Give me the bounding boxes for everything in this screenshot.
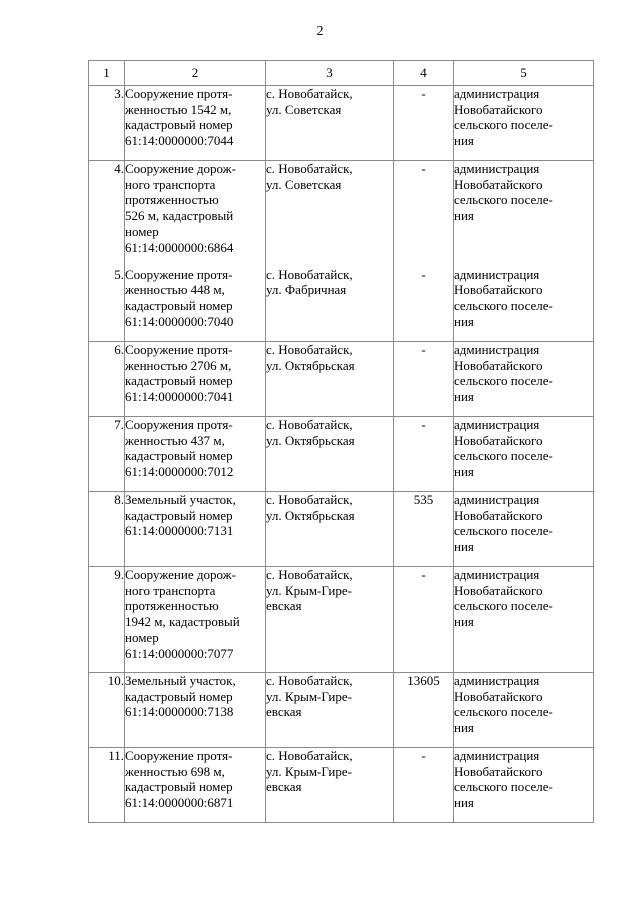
object-description: Сооружения протя- женностью 437 м, кадастровый номер 61:14:0000000:7012 <box>125 417 266 492</box>
row-number: 11. <box>89 748 125 823</box>
object-description: Сооружение протя- женностью 2706 м, кадастровый номер 61:14:0000000:7041 <box>125 342 266 417</box>
row-number: 3. <box>89 86 125 161</box>
rights-holder: администрация Новобатайского сельского поселе- ния <box>454 748 594 823</box>
object-area: - <box>394 748 454 823</box>
object-area: 13605 <box>394 673 454 748</box>
object-description: Сооружение дорож- ного транспорта протяженностью 1942 м, кадастровый номер 61:14:0000000:7077 <box>125 567 266 673</box>
object-area: - <box>394 267 454 342</box>
table-header-row <box>89 61 594 86</box>
table-row <box>89 673 594 748</box>
row-number: 5. <box>89 267 125 342</box>
object-address: с. Новобатайск, ул. Крым-Гире- евская <box>266 567 394 673</box>
object-address: с. Новобатайск, ул. Октябрьская <box>266 492 394 567</box>
rights-holder: администрация Новобатайского сельского поселе- ния <box>454 86 594 161</box>
object-address: с. Новобатайск, ул. Фабричная <box>266 267 394 342</box>
object-description: Сооружение протя- женностью 698 м, кадастровый номер 61:14:0000000:6871 <box>125 748 266 823</box>
object-description: Сооружение дорож- ного транспорта протяженностью 526 м, кадастровый номер 61:14:0000000:6864 <box>125 161 266 267</box>
rights-holder: администрация Новобатайского сельского поселе- ния <box>454 492 594 567</box>
table-row <box>89 492 594 567</box>
column-header: 4 <box>394 61 454 86</box>
table-row <box>89 417 594 492</box>
table-row <box>89 748 594 823</box>
rights-holder: администрация Новобатайского сельского поселе- ния <box>454 567 594 673</box>
rights-holder: администрация Новобатайского сельского поселе- ния <box>454 161 594 267</box>
object-description: Земельный участок, кадастровый номер 61:14:0000000:7138 <box>125 673 266 748</box>
rights-holder: администрация Новобатайского сельского поселе- ния <box>454 267 594 342</box>
object-area: - <box>394 161 454 267</box>
row-number: 6. <box>89 342 125 417</box>
row-number: 10. <box>89 673 125 748</box>
row-number: 4. <box>89 161 125 267</box>
object-address: с. Новобатайск, ул. Крым-Гире- евская <box>266 748 394 823</box>
rights-holder: администрация Новобатайского сельского поселе- ния <box>454 673 594 748</box>
object-address: с. Новобатайск, ул. Октябрьская <box>266 342 394 417</box>
object-address: с. Новобатайск, ул. Советская <box>266 161 394 267</box>
object-area: 535 <box>394 492 454 567</box>
rights-holder: администрация Новобатайского сельского поселе- ния <box>454 342 594 417</box>
object-area: - <box>394 342 454 417</box>
row-number: 9. <box>89 567 125 673</box>
column-header: 1 <box>89 61 125 86</box>
table-row <box>89 86 594 161</box>
object-description: Сооружение протя- женностью 1542 м, кадастровый номер 61:14:0000000:7044 <box>125 86 266 161</box>
object-description: Земельный участок, кадастровый номер 61:14:0000000:7131 <box>125 492 266 567</box>
object-description: Сооружение протя- женностью 448 м, кадастровый номер 61:14:0000000:7040 <box>125 267 266 342</box>
row-number: 8. <box>89 492 125 567</box>
object-area: - <box>394 86 454 161</box>
page-number: 2 <box>316 24 324 39</box>
table-row <box>89 267 594 342</box>
object-address: с. Новобатайск, ул. Советская <box>266 86 394 161</box>
table-row <box>89 567 594 673</box>
object-address: с. Новобатайск, ул. Крым-Гире- евская <box>266 673 394 748</box>
row-number: 7. <box>89 417 125 492</box>
column-header: 5 <box>454 61 594 86</box>
column-header: 3 <box>266 61 394 86</box>
property-registry-table <box>88 60 594 823</box>
object-area: - <box>394 567 454 673</box>
table-row <box>89 161 594 267</box>
object-address: с. Новобатайск, ул. Октябрьская <box>266 417 394 492</box>
table-row <box>89 342 594 417</box>
object-area: - <box>394 417 454 492</box>
rights-holder: администрация Новобатайского сельского поселе- ния <box>454 417 594 492</box>
column-header: 2 <box>125 61 266 86</box>
